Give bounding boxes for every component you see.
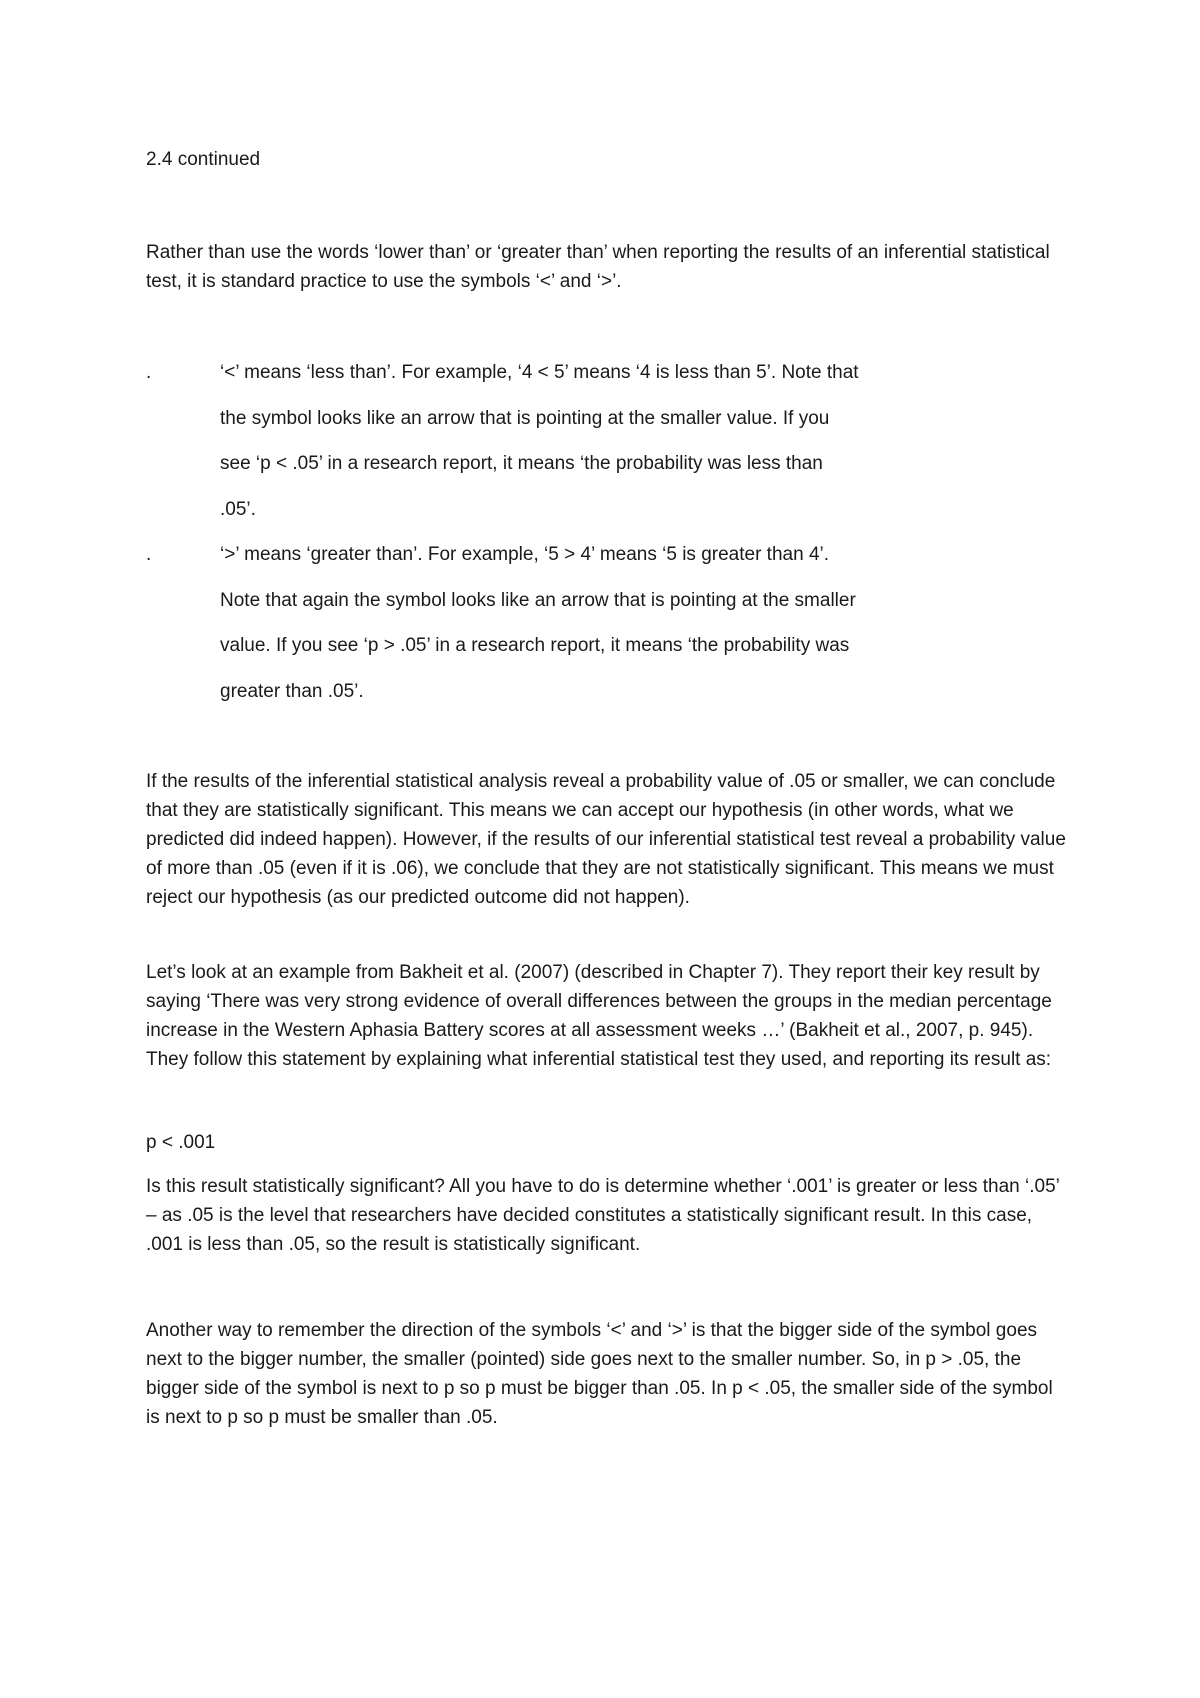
p-value-line: p < .001 bbox=[146, 1132, 216, 1153]
section-heading: 2.4 continued bbox=[146, 149, 261, 170]
bullet-text: ‘>’ means ‘greater than’. For example, ‘5 > 4’ means ‘5 is greater than 4’. Note that again the symbol looks like an arrow that is pointing at the smaller value. If you see ‘p > .05’ in a research report, it means ‘the probability was greater than .05’. bbox=[220, 544, 856, 702]
question-paragraph: Is this result statistically significant? All you have to do is determine whether ‘.001’ is greater or less than ‘.05’ – as .05 is the level that researchers have decided constitutes a statistically significant result. In this case, .001 is less than .05, so the result is statistically significant. bbox=[146, 1176, 1060, 1255]
remember-paragraph: Another way to remember the direction of the symbols ‘<’ and ‘>’ is that the bigger side of the symbol goes next to the bigger number, the smaller (pointed) side goes next to the smaller number. So, in p > .05, the bigger side of the symbol is next to p so p must be bigger than .05. In p < .05, the smaller side of the symbol is next to p so p must be smaller than .05. bbox=[146, 1320, 1053, 1428]
bullet-marker: . bbox=[146, 544, 152, 565]
intro-paragraph: Rather than use the words ‘lower than’ or ‘greater than’ when reporting the results of an inferential statistical test, it is standard practice to use the symbols ‘<’ and ‘>’. bbox=[146, 242, 1050, 292]
significance-paragraph: If the results of the inferential statistical analysis reveal a probability value of .05 or smaller, we can conclude that they are statistically significant. This means we can accept our hypothesis (in other words, what we predicted did indeed happen). However, if the results of our inferential statistical test reveal a probability value of more than .05 (even if it is .06), we conclude that they are not statistically significant. This means we must reject our hypothesis (as our predicted outcome did not happen). bbox=[146, 771, 1066, 908]
example-paragraph: Let’s look at an example from Bakheit et al. (2007) (described in Chapter 7). They report their key result by saying ‘There was very strong evidence of overall differences between the groups in the median percentage increase in the Western Aphasia Battery scores at all assessment weeks …’ (Bakheit et al., 2007, p. 945). They follow this statement by explaining what inferential statistical test they used, and reporting its result as: bbox=[146, 962, 1052, 1070]
bullet-text: ‘<’ means ‘less than’. For example, ‘4 < 5’ means ‘4 is less than 5’. Note that the symbol looks like an arrow that is pointing at the smaller value. If you see ‘p < .05’ in a research report, it means ‘the probability was less than .05’. bbox=[220, 362, 859, 520]
bullet-marker: . bbox=[146, 362, 152, 383]
